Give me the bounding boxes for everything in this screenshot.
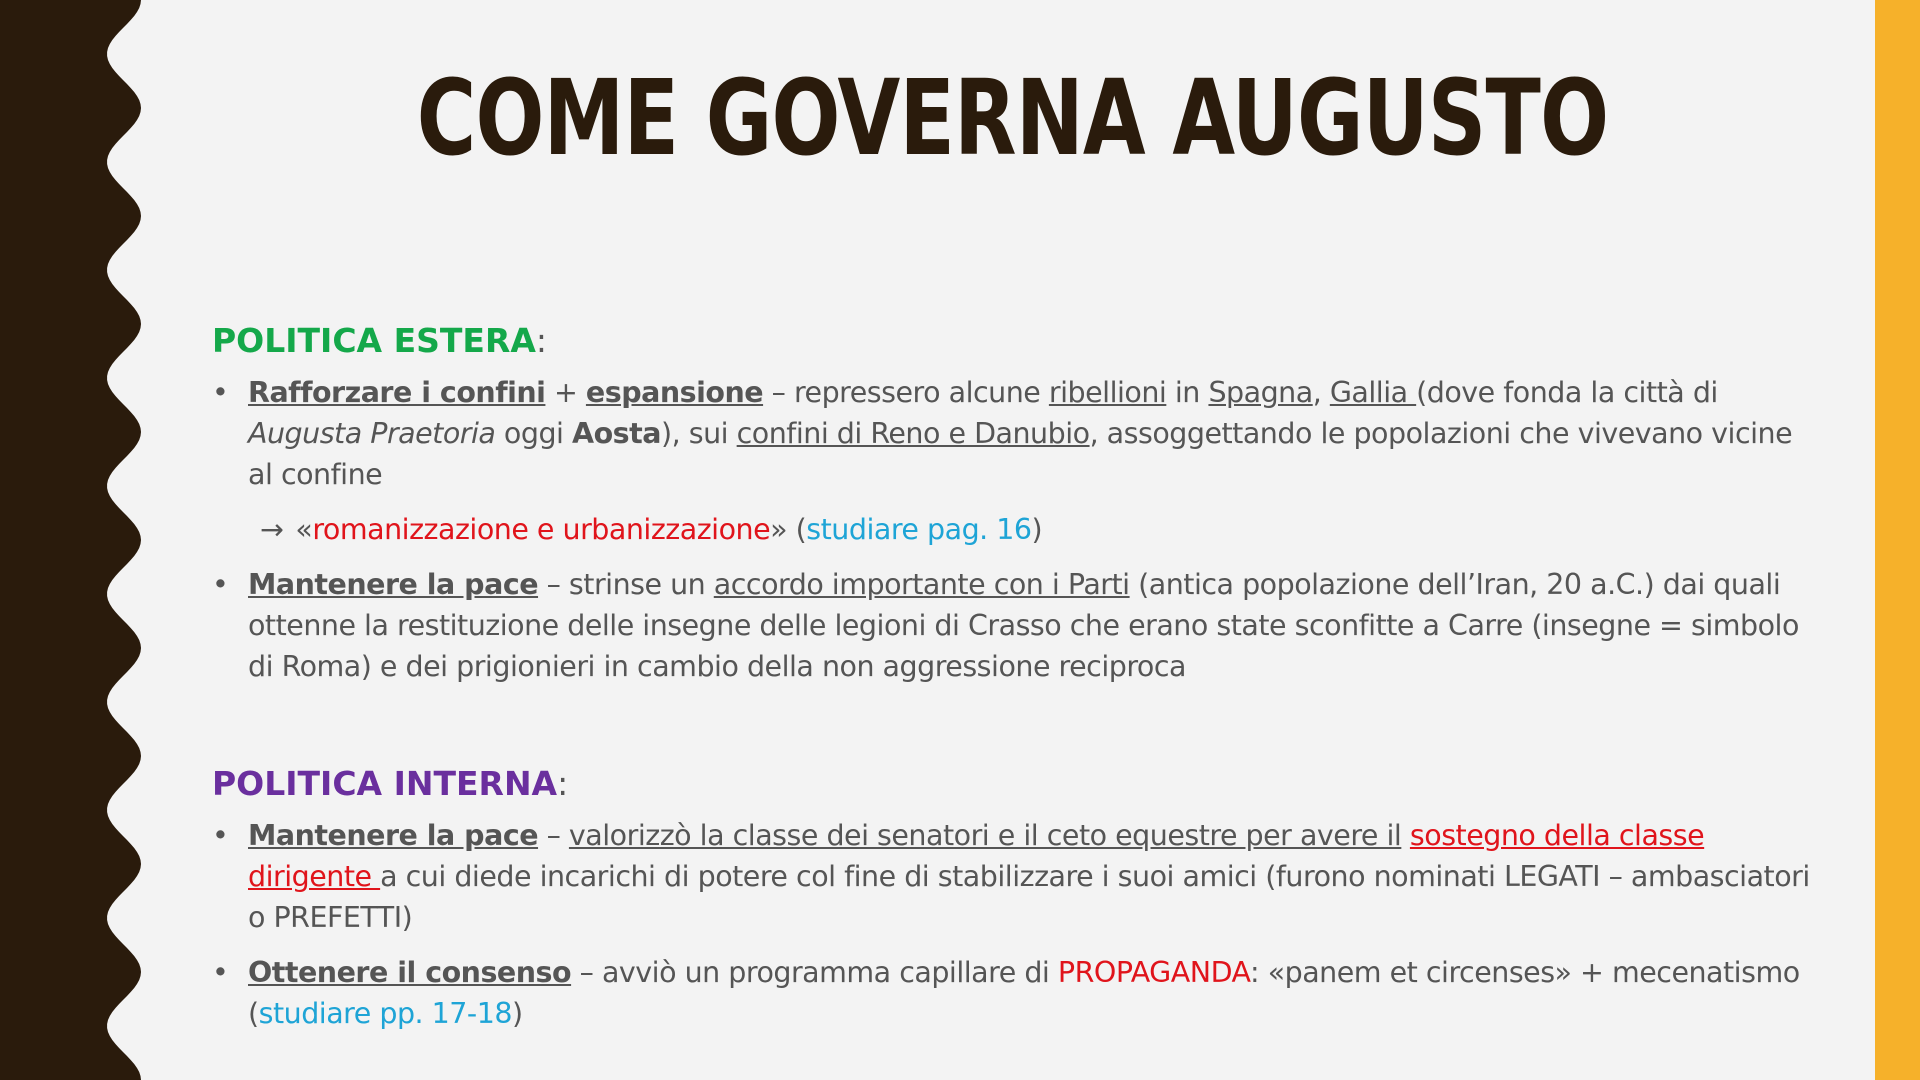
italic-text: Augusta Praetoria: [248, 417, 496, 450]
sub-item: [212, 509, 1822, 550]
text-span: : «panem et circenses» + mecenatismo (: [248, 956, 1800, 1030]
estera-list: [212, 372, 1822, 687]
heading-politica-estera: [212, 318, 1822, 364]
arrow-right-icon: →: [260, 513, 284, 546]
text-span: «: [295, 513, 313, 546]
highlight-text: PROPAGANDA: [1057, 956, 1251, 989]
wavy-left-border: [0, 0, 150, 1080]
text-span: – avviò un programma capillare di: [571, 956, 1058, 989]
interna-list: [212, 815, 1822, 1034]
text-span: – strinse un: [538, 568, 714, 601]
study-reference: studiare pag. 16: [806, 513, 1032, 546]
underlined-text: valorizzò la classe dei senatori e il ceto equestre per avere il: [568, 819, 1402, 852]
text-span: oggi: [495, 417, 573, 450]
text-span: » (: [770, 513, 807, 546]
highlight-text: romanizzazione e urbanizzazione: [312, 513, 771, 546]
text-span: ), sui: [661, 417, 737, 450]
underlined-text: accordo importante con i Parti: [713, 568, 1130, 601]
keyword: Mantenere la pace: [248, 568, 539, 601]
keyword: Ottenere il consenso: [248, 956, 572, 989]
heading-text: POLITICA ESTERA: [212, 321, 536, 360]
heading-colon: :: [557, 764, 569, 803]
highlight-text: sostegno della classe dirigente: [248, 819, 1705, 893]
right-accent-bar: [1875, 0, 1920, 1080]
bullet: •: [212, 819, 229, 852]
slide-content: [212, 318, 1822, 1048]
list-item: [212, 815, 1822, 938]
text-span: (antica popolazione dell’Iran, 20 a.C.) dai quali ottenne la restituzione delle insegne delle legioni di Crasso che erano state sconfitte a Carre (insegne = simbolo di Roma) e dei prigionieri in cambio della non aggressione reciproca: [248, 568, 1799, 683]
keyword: Mantenere la pace: [248, 819, 539, 852]
slide-title: COME GOVERNA AUGUSTO: [416, 57, 1609, 179]
bold-text: Aosta: [572, 417, 661, 450]
underlined-text: Gallia: [1329, 376, 1417, 409]
text-span: [1401, 819, 1410, 852]
study-reference: studiare pp. 17-18: [258, 997, 512, 1030]
text-span: ): [1031, 513, 1043, 546]
text-span: in: [1166, 376, 1209, 409]
heading-text: POLITICA INTERNA: [212, 764, 558, 803]
list-item: [212, 372, 1822, 495]
text-span: a cui diede incarichi di potere col fine di stabilizzare i suoi amici (furono nominati LEGATI – ambasciatori o PREFETTI): [248, 860, 1810, 934]
heading-politica-interna: [212, 761, 1822, 807]
bullet: •: [212, 568, 229, 601]
section-spacer: [212, 701, 1822, 761]
text-span: – repressero alcune: [763, 376, 1049, 409]
text-span: ,: [1312, 376, 1330, 409]
text-span: , assoggettando le popolazioni che vivevano vicine al confine: [248, 417, 1793, 491]
text-span: –: [538, 819, 569, 852]
text-span: +: [545, 376, 586, 409]
underlined-text: confini di Reno e Danubio: [736, 417, 1090, 450]
keyword: Rafforzare i confini: [248, 376, 546, 409]
text-span: (dove fonda la città di: [1416, 376, 1718, 409]
list-item: [212, 952, 1822, 1034]
bullet: •: [212, 376, 229, 409]
underlined-text: Spagna: [1208, 376, 1313, 409]
list-item: [212, 564, 1822, 687]
keyword: espansione: [585, 376, 764, 409]
underlined-text: ribellioni: [1048, 376, 1167, 409]
heading-colon: :: [535, 321, 548, 360]
bullet: •: [212, 956, 229, 989]
text-span: ): [511, 997, 523, 1030]
